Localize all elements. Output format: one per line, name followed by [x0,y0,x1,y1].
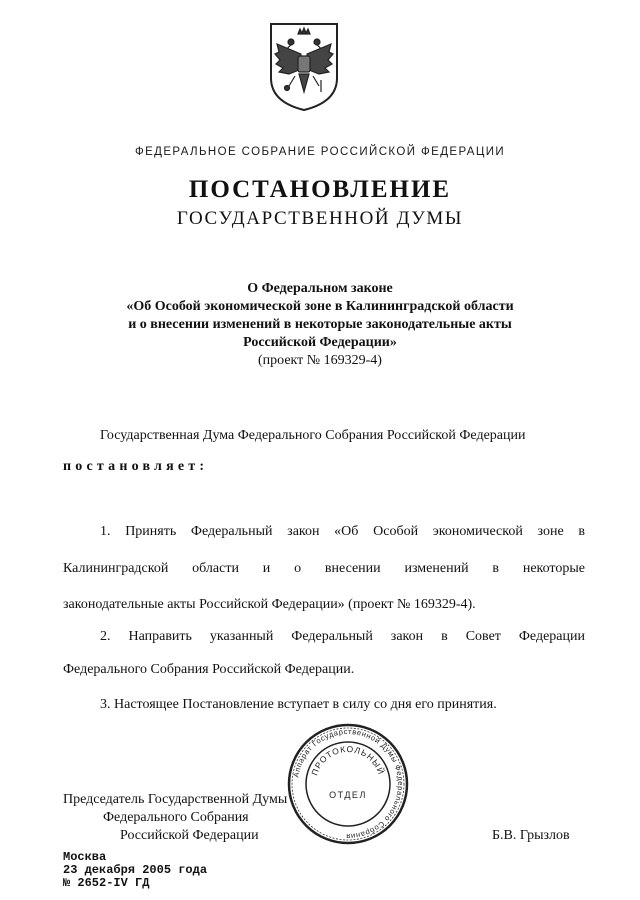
document-issuer-title: ГОСУДАРСТВЕННОЙ ДУМЫ [176,208,464,229]
subject-line: Российской Федерации» [243,335,397,350]
stamp-inner-text: ПРОТОКОЛЬНЫЙ [309,743,387,777]
signatory-title: Федерального Собрания [103,810,249,825]
assembly-header: ФЕДЕРАЛЬНОЕ СОБРАНИЕ РОССИЙСКОЙ ФЕДЕРАЦИИ [134,146,506,158]
signatory-title: Председатель Государственной Думы [63,792,288,807]
double-headed-eagle-icon [265,18,343,114]
document-number: № 2652-IV ГД [63,876,150,890]
coat-of-arms-emblem [265,18,343,114]
item-3-text: 3. Настоящее Постановление вступает в силу со дня его принятия. [100,697,497,712]
subject-line: и о внесении изменений в некоторые законодательные акты [128,317,512,332]
issue-place: Москва [63,850,107,864]
signatory-name: Б.В. Грызлов [492,828,570,843]
item-1-text: Калининградской области и о внесении изменений в некоторые [63,561,585,576]
item-1-text: 1. Принять Федеральный закон «Об Особой экономической зоне в [100,524,585,539]
bill-number: (проект № 169329-4) [258,353,382,368]
subject-line: «Об Особой экономической зоне в Калининградской области [126,299,514,314]
issue-date: 23 декабря 2005 года [63,863,208,877]
item-2-text: 2. Направить указанный Федеральный закон в Совет Федерации [100,629,585,644]
resolves-text: постановляет: [63,459,209,474]
item-2-text: Федерального Собрания Российской Федерации. [63,662,355,677]
preamble-text: Государственная Дума Федерального Собрания Российской Федерации [100,428,526,443]
subject-line: О Федеральном законе [247,281,393,296]
stamp-center-text: ОТДЕЛ [329,790,367,800]
svg-text:ПРОТОКОЛЬНЫЙ [309,744,387,777]
stamp-outer-text: Аппарат Государственной Думы Федерального Собрания [291,726,406,842]
signatory-title: Российской Федерации [120,828,259,843]
item-1-text: законодательные акты Российской Федерации» (проект № 169329-4). [63,597,476,612]
official-stamp [286,722,410,846]
document-type-title: ПОСТАНОВЛЕНИЕ [188,176,452,203]
